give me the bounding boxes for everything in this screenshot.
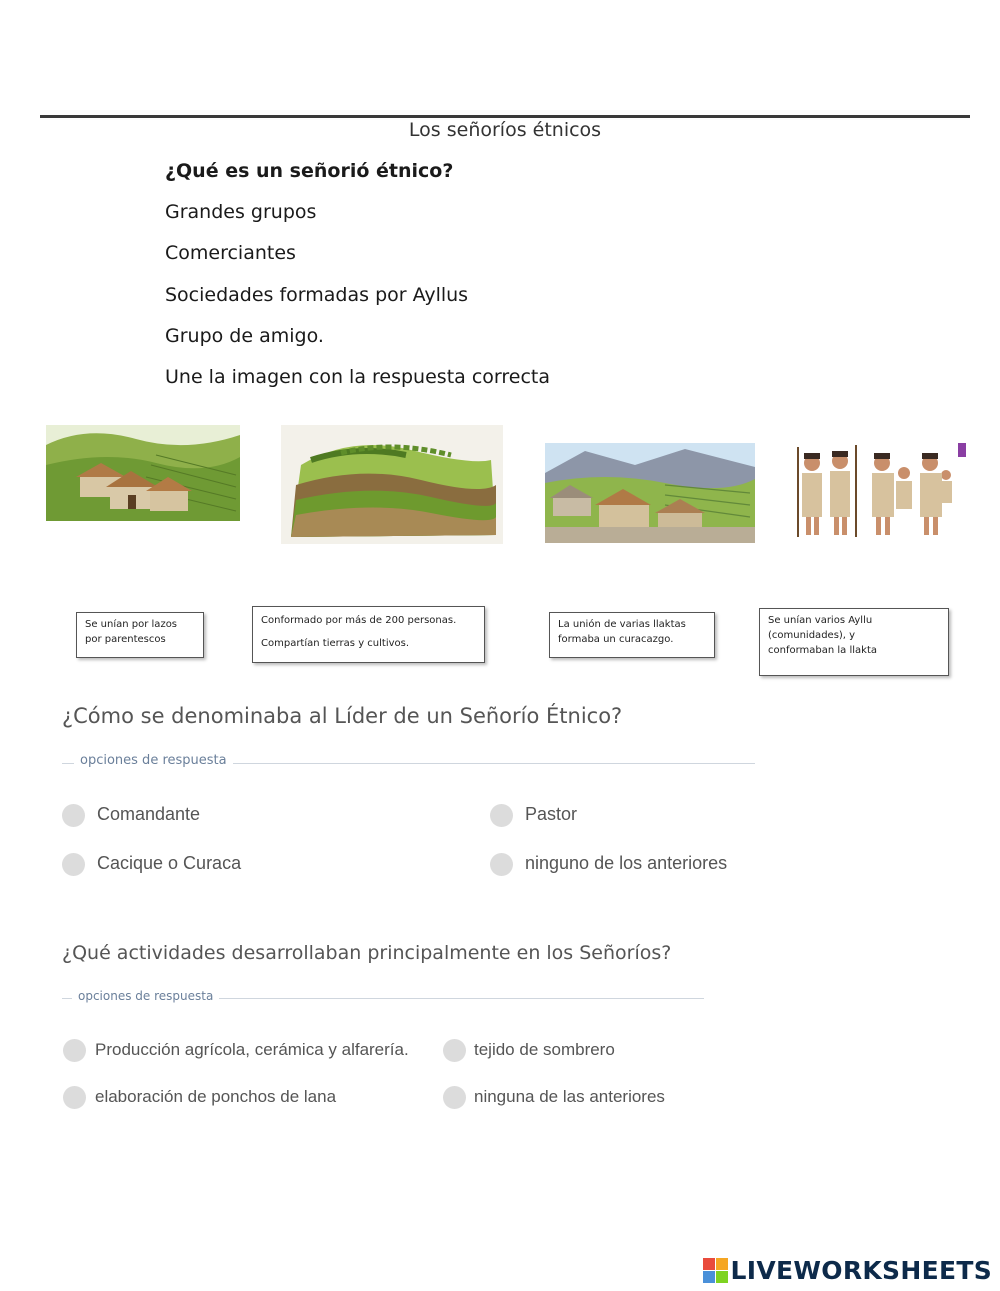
quiz2-label-ponchos[interactable]: elaboración de ponchos de lana (95, 1087, 337, 1106)
match-box-line: Se unían por lazos (85, 619, 178, 630)
quiz2-label-produccion[interactable]: Producción agrícola, cerámica y alfarería. (95, 1040, 409, 1059)
terraced-fields-illustration (281, 425, 503, 544)
quiz2-label-ninguna[interactable]: ninguna de las anteriores (474, 1087, 665, 1106)
logo-block (703, 1271, 715, 1283)
quiz2-radio-ponchos[interactable] (63, 1086, 86, 1109)
instruction: Une la imagen con la respuesta correcta (165, 366, 550, 388)
match-box-line: por parentescos (85, 634, 166, 645)
quiz2-label-tejido[interactable]: tejido de sombrero (474, 1040, 615, 1059)
quiz2-legend: opciones de respuesta (72, 989, 219, 1003)
match-box-line: (comunidades), y (768, 630, 856, 641)
match-box-curacazgo (549, 612, 715, 658)
option-grandes-grupos: Grandes grupos (165, 201, 317, 223)
village-huts-illustration (46, 425, 240, 521)
option-grupo-amigo: Grupo de amigo. (165, 325, 324, 347)
worksheet-title: Los señoríos étnicos (408, 119, 602, 141)
mountain-village-illustration (545, 443, 755, 543)
option-sociedades: Sociedades formadas por Ayllus (165, 284, 469, 306)
quiz1-label-ninguno[interactable]: ninguno de los anteriores (525, 853, 728, 873)
logo-block (716, 1258, 728, 1270)
quiz1-radio-ninguno[interactable] (490, 853, 513, 876)
liveworksheets-logo[interactable] (703, 1256, 992, 1285)
brand-name: LIVEWORKSHEETS (730, 1256, 992, 1285)
quiz2-question: ¿Qué actividades desarrollaban principalmente en los Señoríos? (62, 942, 672, 964)
family-group-illustration (778, 443, 964, 540)
match-box-line: Se unían varios Ayllu (768, 615, 873, 626)
quiz1-legend: opciones de respuesta (74, 753, 233, 768)
quiz1-radio-comandante[interactable] (62, 804, 85, 827)
quiz2-radio-ninguna[interactable] (443, 1086, 466, 1109)
match-box-line: La unión de varias llaktas (558, 619, 686, 630)
logo-blocks-icon (703, 1258, 728, 1283)
quiz1-label-pastor[interactable]: Pastor (525, 804, 578, 824)
match-box-200-personas (252, 606, 485, 663)
quiz1-label-cacique[interactable]: Cacique o Curaca (97, 853, 242, 873)
logo-block (716, 1271, 728, 1283)
match-box-line: formaba un curacazgo. (558, 634, 674, 645)
match-box-parentescos (76, 612, 204, 658)
match-box-line: Conformado por más de 200 personas. (261, 615, 457, 626)
quiz1-radio-cacique[interactable] (62, 853, 85, 876)
logo-block (703, 1258, 715, 1270)
quiz2-radio-tejido[interactable] (443, 1039, 466, 1062)
match-box-line: Compartían tierras y cultivos. (261, 638, 410, 649)
quiz1-label-comandante[interactable]: Comandante (97, 804, 201, 824)
question-what-is: ¿Qué es un señorió étnico? (165, 160, 454, 182)
purple-marker (958, 443, 966, 457)
match-box-llakta (759, 608, 949, 676)
top-rule (40, 115, 970, 118)
quiz2-radio-produccion[interactable] (63, 1039, 86, 1062)
option-comerciantes: Comerciantes (165, 242, 296, 264)
quiz1-radio-pastor[interactable] (490, 804, 513, 827)
match-box-line: conformaban la llakta (768, 645, 877, 656)
quiz1-question: ¿Cómo se denominaba al Líder de un Señorío Étnico? (62, 704, 623, 728)
